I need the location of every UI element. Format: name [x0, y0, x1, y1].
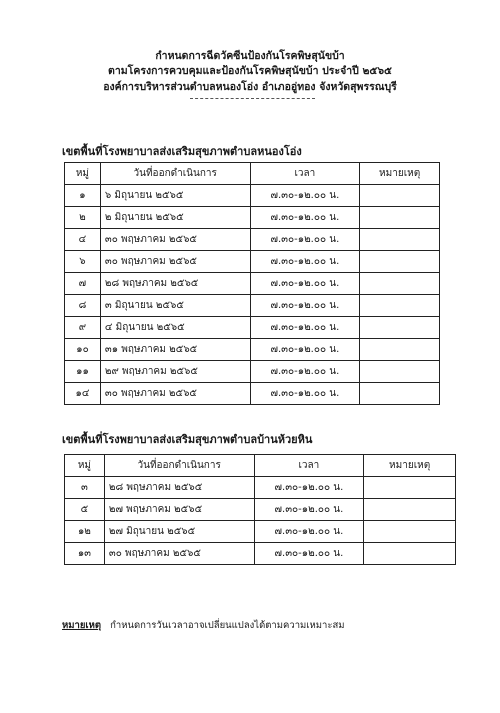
- village-cell: ๑๔: [65, 383, 101, 405]
- village-cell: ๒: [65, 207, 101, 229]
- doc-title-line2: ตามโครงการควบคุมและป้องกันโรคพิษสุนัขบ้า ประจำปี ๒๕๖๕: [108, 65, 392, 77]
- village-cell: ๔: [65, 229, 101, 251]
- col-time-header: เวลา: [250, 163, 360, 185]
- village-cell: ๕: [65, 499, 105, 521]
- time-cell: ๗.๓๐-๑๒.๐๐ น.: [250, 317, 360, 339]
- remark-cell: [364, 543, 456, 565]
- date-cell: ๒๗ พฤษภาคม ๒๕๖๕: [104, 499, 254, 521]
- table-row: [65, 499, 456, 521]
- table-row: [65, 339, 440, 361]
- date-cell: ๔ มิถุนายน ๒๕๖๕: [100, 317, 250, 339]
- time-cell: ๗.๓๐-๑๒.๐๐ น.: [250, 339, 360, 361]
- section1-table: [64, 162, 440, 405]
- time-cell: ๗.๓๐-๑๒.๐๐ น.: [250, 361, 360, 383]
- section1-title: เขตพื้นที่โรงพยาบาลส่งเสริมสุขภาพตำบลหนองโอ่ง: [62, 145, 302, 158]
- table-row: [65, 521, 456, 543]
- remark-cell: [360, 339, 440, 361]
- date-cell: ๓๐ พฤษภาคม ๒๕๖๕: [100, 383, 250, 405]
- time-cell: ๗.๓๐-๑๒.๐๐ น.: [254, 521, 364, 543]
- col-date-header: วันที่ออกดำเนินการ: [100, 163, 250, 185]
- section2-title: เขตพื้นที่โรงพยาบาลส่งเสริมสุขภาพตำบลบ้านห้วยหิน: [62, 433, 313, 446]
- col-village-header: หมู่: [65, 163, 101, 185]
- remark-cell: [364, 499, 456, 521]
- time-cell: ๗.๓๐-๑๒.๐๐ น.: [254, 477, 364, 499]
- village-cell: ๑: [65, 185, 101, 207]
- village-cell: ๘: [65, 295, 101, 317]
- time-cell: ๗.๓๐-๑๒.๐๐ น.: [250, 383, 360, 405]
- doc-title-line3: องค์การบริหารส่วนตำบลหนองโอ่ง อำเภออู่ทอง จังหวัดสุพรรณบุรี: [103, 81, 397, 93]
- date-cell: ๒๘ พฤษภาคม ๒๕๖๕: [104, 477, 254, 499]
- col-remark-header: หมายเหตุ: [364, 455, 456, 477]
- time-cell: ๗.๓๐-๑๒.๐๐ น.: [250, 295, 360, 317]
- time-cell: ๗.๓๐-๑๒.๐๐ น.: [250, 207, 360, 229]
- table-row: [65, 477, 456, 499]
- footnote-text: กำหนดการวันเวลาอาจเปลี่ยนแปลงได้ตามความเหมาะสม: [110, 620, 345, 631]
- village-cell: ๓: [65, 477, 105, 499]
- time-cell: ๗.๓๐-๑๒.๐๐ น.: [254, 543, 364, 565]
- remark-cell: [360, 185, 440, 207]
- date-cell: ๓๐ พฤษภาคม ๒๕๖๕: [100, 229, 250, 251]
- village-cell: ๗: [65, 273, 101, 295]
- col-village-header: หมู่: [65, 455, 105, 477]
- table-row: [65, 543, 456, 565]
- date-cell: ๒๘ พฤษภาคม ๒๕๖๕: [100, 273, 250, 295]
- remark-cell: [360, 317, 440, 339]
- date-cell: ๓๐ พฤษภาคม ๒๕๖๕: [100, 251, 250, 273]
- section2-table: [64, 454, 456, 565]
- remark-cell: [360, 251, 440, 273]
- table-row: [65, 207, 440, 229]
- date-cell: ๖ มิถุนายน ๒๕๖๕: [100, 185, 250, 207]
- date-cell: ๓๐ พฤษภาคม ๒๕๖๕: [104, 543, 254, 565]
- remark-cell: [364, 521, 456, 543]
- doc-title-line1: กำหนดการฉีดวัคซีนป้องกันโรคพิษสุนัขบ้า: [155, 50, 345, 62]
- dashed-divider: [190, 98, 315, 99]
- remark-cell: [360, 273, 440, 295]
- remark-cell: [360, 229, 440, 251]
- date-cell: ๓๑ พฤษภาคม ๒๕๖๕: [100, 339, 250, 361]
- time-cell: ๗.๓๐-๑๒.๐๐ น.: [250, 229, 360, 251]
- remark-cell: [360, 383, 440, 405]
- table-row: [65, 361, 440, 383]
- village-cell: ๑๒: [65, 521, 105, 543]
- village-cell: ๑๐: [65, 339, 101, 361]
- table-row: [65, 251, 440, 273]
- time-cell: ๗.๓๐-๑๒.๐๐ น.: [250, 251, 360, 273]
- date-cell: ๒๗ มิถุนายน ๒๕๖๕: [104, 521, 254, 543]
- footnote-label: หมายเหตุ: [62, 620, 102, 631]
- time-cell: ๗.๓๐-๑๒.๐๐ น.: [250, 273, 360, 295]
- table-row: [65, 317, 440, 339]
- table-row: [65, 185, 440, 207]
- date-cell: ๓ มิถุนายน ๒๕๖๕: [100, 295, 250, 317]
- date-cell: ๒ มิถุนายน ๒๕๖๕: [100, 207, 250, 229]
- remark-cell: [360, 207, 440, 229]
- remark-cell: [360, 295, 440, 317]
- table-header-row: [65, 455, 456, 477]
- time-cell: ๗.๓๐-๑๒.๐๐ น.: [250, 185, 360, 207]
- col-date-header: วันที่ออกดำเนินการ: [104, 455, 254, 477]
- table-row: [65, 383, 440, 405]
- remark-cell: [364, 477, 456, 499]
- village-cell: ๖: [65, 251, 101, 273]
- table-row: [65, 229, 440, 251]
- time-cell: ๗.๓๐-๑๒.๐๐ น.: [254, 499, 364, 521]
- village-cell: ๑๑: [65, 361, 101, 383]
- table-header-row: [65, 163, 440, 185]
- col-time-header: เวลา: [254, 455, 364, 477]
- col-remark-header: หมายเหตุ: [360, 163, 440, 185]
- remark-cell: [360, 361, 440, 383]
- table-row: [65, 295, 440, 317]
- table-row: [65, 273, 440, 295]
- date-cell: ๒๙ พฤษภาคม ๒๕๖๕: [100, 361, 250, 383]
- village-cell: ๙: [65, 317, 101, 339]
- village-cell: ๑๓: [65, 543, 105, 565]
- footnote: [62, 618, 345, 633]
